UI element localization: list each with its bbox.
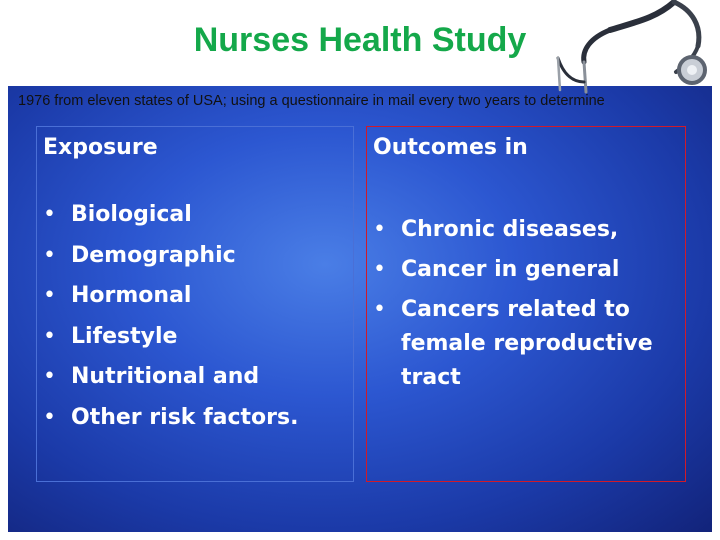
list-item: • Hormonal (43, 276, 343, 317)
outcomes-heading: Outcomes in (373, 135, 528, 160)
exposure-box (36, 126, 354, 482)
outcomes-box (366, 126, 686, 482)
list-item: • Nutritional and (43, 357, 343, 398)
list-item: • Chronic diseases, (373, 213, 673, 247)
slide-title: Nurses Health Study (193, 21, 527, 59)
list-item: • Cancers related to female reproductive tract (373, 293, 673, 395)
exposure-list (43, 195, 343, 438)
list-item: • Cancer in general (373, 253, 673, 287)
list-item: • Other risk factors. (43, 398, 343, 439)
outcomes-list (373, 213, 673, 401)
list-item: • Demographic (43, 236, 343, 277)
exposure-heading: Exposure (43, 135, 158, 160)
list-item: • Biological (43, 195, 343, 236)
study-description: 1976 from eleven states of USA; using a questionnaire in mail every two years to determine (18, 93, 605, 109)
list-item: • Lifestyle (43, 317, 343, 358)
